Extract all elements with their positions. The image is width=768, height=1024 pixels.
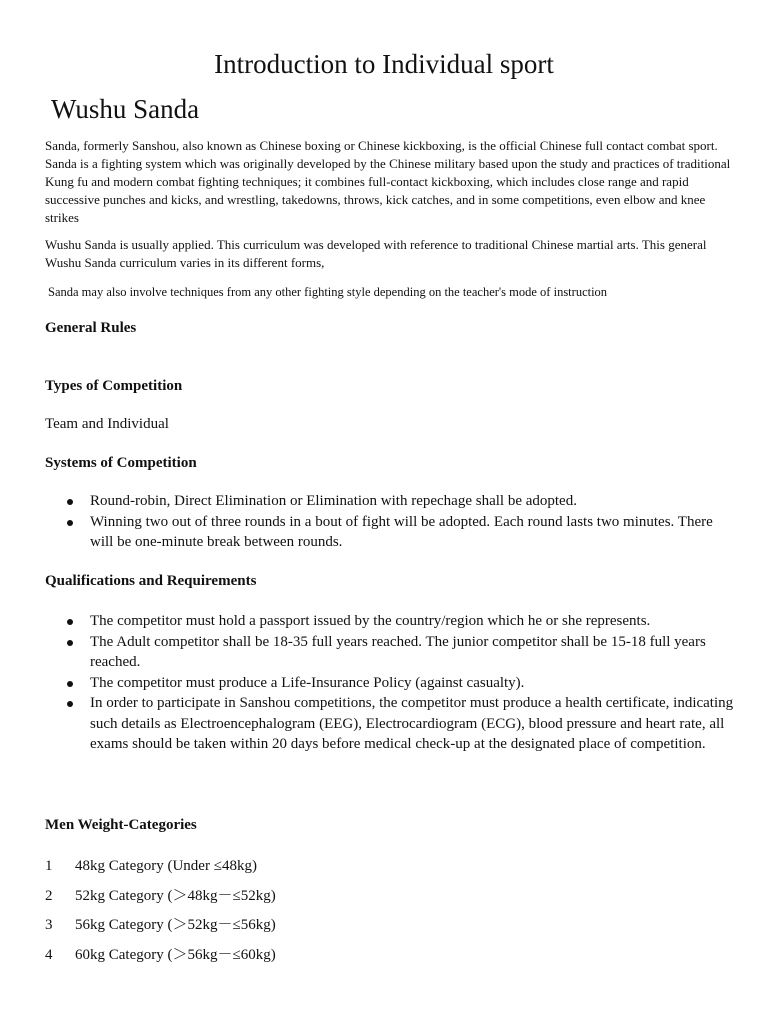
list-item xyxy=(45,693,735,755)
list-item xyxy=(45,512,735,553)
list-item-text: The competitor must produce a Life-Insurance Policy (against casualty). xyxy=(90,674,525,691)
list-item xyxy=(45,852,276,882)
document-title: Introduction to Individual sport xyxy=(214,49,554,79)
list-item xyxy=(45,941,276,971)
types-of-competition-text: Team and Individual xyxy=(45,416,169,432)
techniques-paragraph: Sanda may also involve techniques from any other fighting style depending on the teacher's mode of instruction xyxy=(48,285,608,299)
list-item xyxy=(45,632,735,673)
types-of-competition-heading: Types of Competition xyxy=(45,378,183,394)
weight-categories-list xyxy=(45,852,276,970)
qualifications-heading: Qualifications and Requirements xyxy=(45,573,257,589)
list-item xyxy=(45,673,735,694)
list-item-number: 4 xyxy=(45,946,53,963)
bullet-icon xyxy=(67,701,73,707)
bullet-icon xyxy=(67,640,73,646)
systems-list xyxy=(45,491,735,553)
bullet-icon xyxy=(67,619,73,625)
bullet-icon xyxy=(67,499,73,505)
document-subtitle: Wushu Sanda xyxy=(51,94,200,124)
curriculum-paragraph: Wushu Sanda is usually applied. This curriculum was developed with reference to traditional Chinese martial arts. This general Wushu Sanda curriculum varies in its different forms, xyxy=(45,237,707,270)
list-item xyxy=(45,491,735,512)
list-item-text: The competitor must hold a passport issued by the country/region which he or she represents. xyxy=(90,613,651,629)
list-item-number: 1 xyxy=(45,858,53,874)
bullet-icon xyxy=(67,681,73,687)
men-weight-categories-heading: Men Weight-Categories xyxy=(45,817,197,833)
list-item-text: 52kg Category (＞48kg－≤52kg) xyxy=(75,887,276,904)
list-item-number: 2 xyxy=(45,887,53,904)
list-item-text: 60kg Category (＞56kg－≤60kg) xyxy=(75,946,276,963)
list-item-text: Winning two out of three rounds in a bout of fight will be adopted. Each round lasts two minutes. There will be one-minute break between rounds. xyxy=(90,513,713,550)
bullet-icon xyxy=(67,520,73,526)
general-rules-heading: General Rules xyxy=(45,320,137,336)
list-item xyxy=(45,911,276,941)
systems-of-competition-heading: Systems of Competition xyxy=(45,455,197,471)
list-item xyxy=(45,882,276,912)
qualifications-list xyxy=(45,611,735,755)
list-item-text: 56kg Category (＞52kg－≤56kg) xyxy=(75,917,276,933)
list-item-text: 48kg Category (Under ≤48kg) xyxy=(75,858,257,874)
intro-paragraph: Sanda, formerly Sanshou, also known as Chinese boxing or Chinese kickboxing, is the official Chinese full contact combat sport. Sanda is a fighting system which was originally developed by the Chinese military based upon the study and practices of traditional Kung fu and modern combat fighting techniques; it combines full-contact kickboxing, which includes close range and rapid successive punches and kicks, and wrestling, takedowns, throws, kick catches, and in some competitions, even elbow and knee strikes xyxy=(45,138,731,225)
list-item-text: Round-robin, Direct Elimination or Elimination with repechage shall be adopted. xyxy=(90,493,577,509)
list-item xyxy=(45,611,735,632)
list-item-text: The Adult competitor shall be 18-35 full years reached. The junior competitor shall be 15-18 full years reached. xyxy=(90,633,706,670)
list-item-text: In order to participate in Sanshou competitions, the competitor must produce a health certificate, indicating such details as Electroencephalogram (EEG), Electrocardiogram (ECG), blood pressure and heart rate, all exams should be taken within 20 days before medical check-up at the designated place of competition. xyxy=(90,695,734,752)
list-item-number: 3 xyxy=(45,917,53,933)
